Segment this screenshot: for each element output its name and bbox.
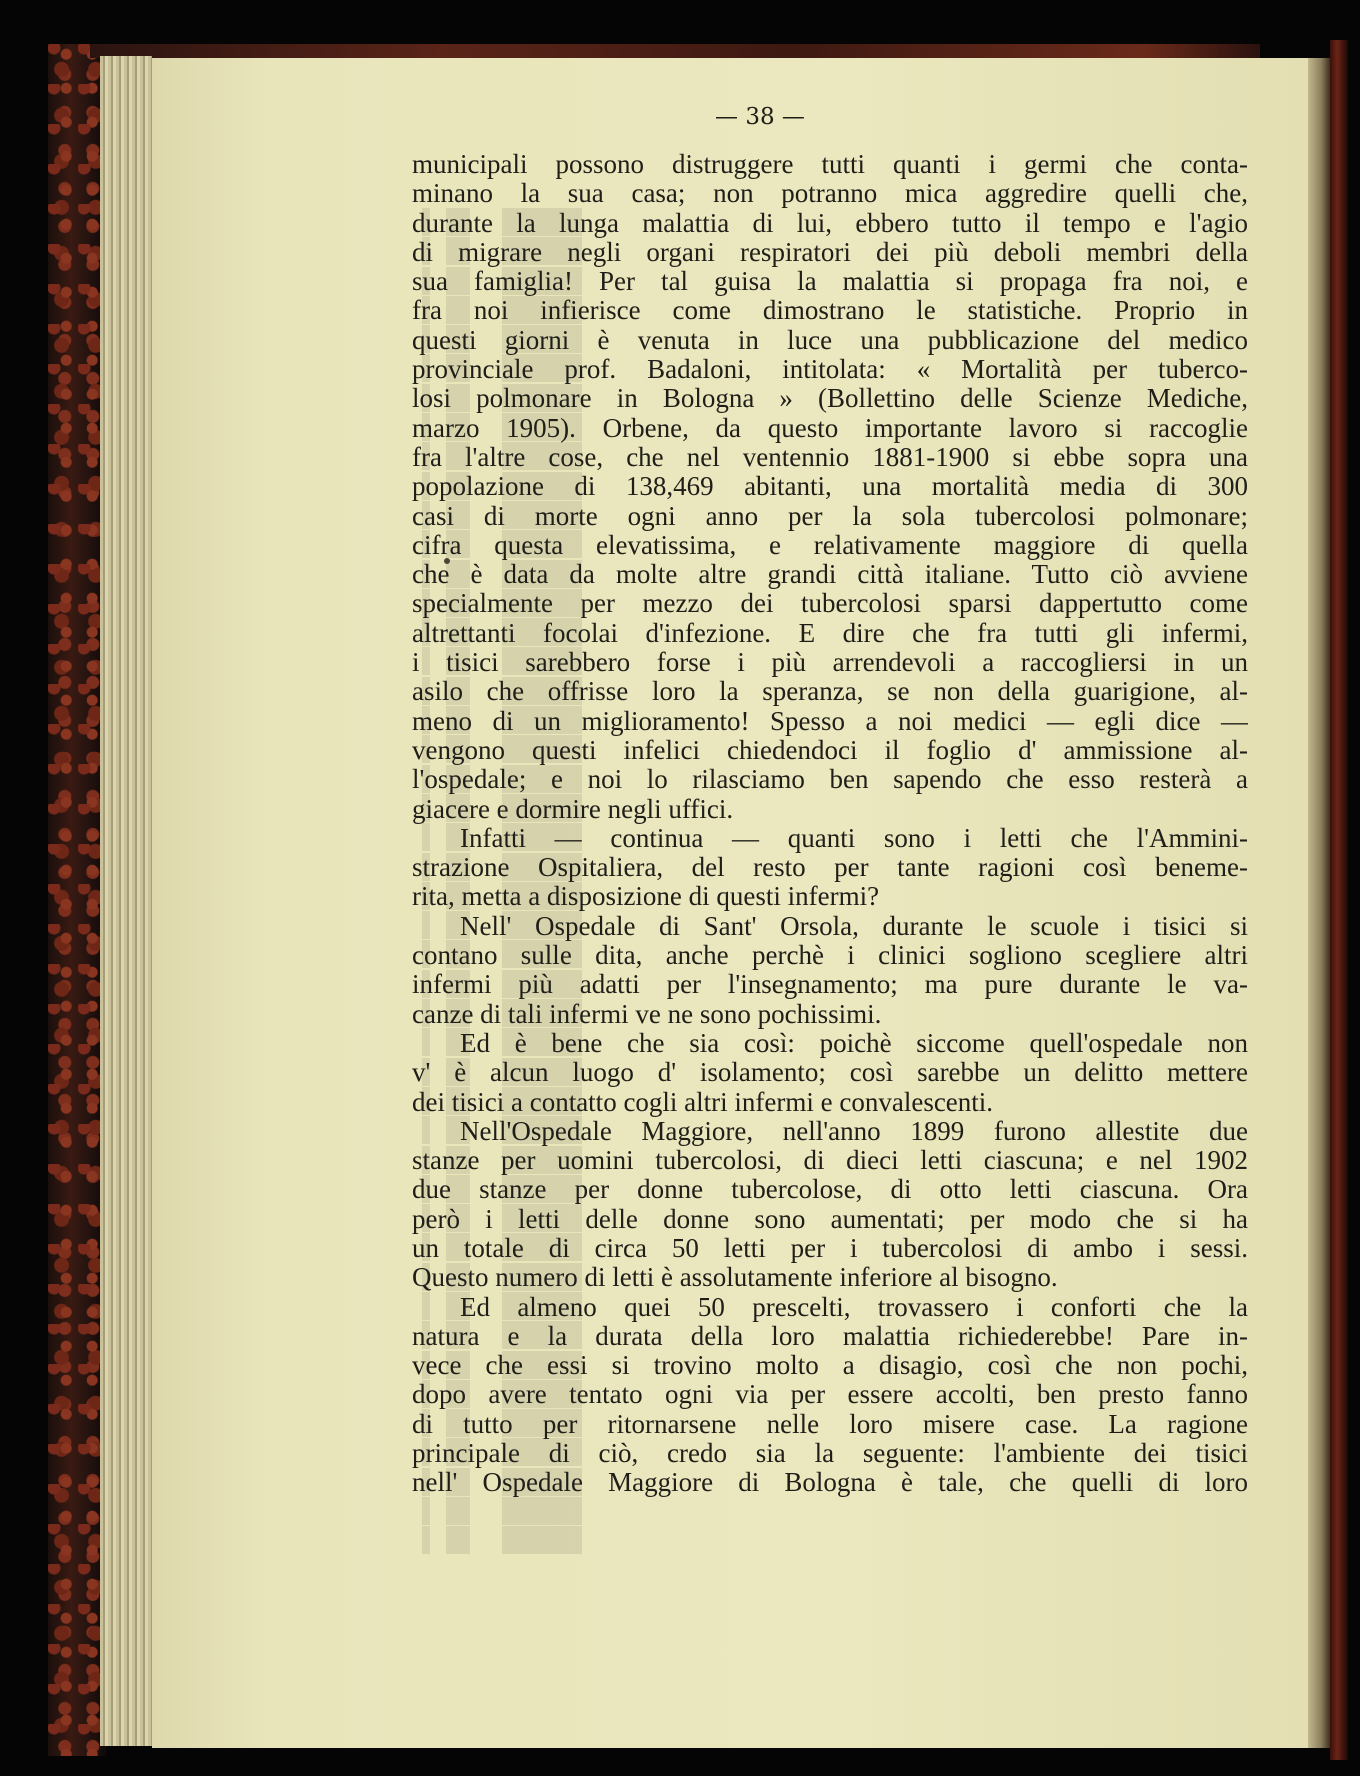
text-line: meno di un miglioramento! Spesso a noi medici — egli dice — <box>412 706 1248 736</box>
text-line: nell' Ospedale Maggiore di Bologna è tale, che quelli di loro <box>412 1468 1248 1498</box>
text-line: di tutto per ritornarsene nelle loro misere case. La ragione <box>412 1409 1248 1439</box>
text-line: cifra questa elevatissima, e relativamente maggiore di quella <box>412 530 1248 560</box>
text-line: che è data da molte altre grandi città italiane. Tutto ciò avviene <box>412 560 1248 590</box>
text-line: contano sulle dita, anche perchè i clinici sogliono scegliere altri <box>412 941 1248 971</box>
text-line: dei tisici a contatto cogli altri infermi e convalescenti. <box>412 1087 994 1117</box>
text-line: l'ospedale; e noi lo rilasciamo ben sapendo che esso resterà a <box>412 765 1248 795</box>
text-line: canze di tali infermi ve ne sono pochissimi. <box>412 999 882 1029</box>
text-line: dopo avere tentato ogni via per essere accolti, ben presto fanno <box>412 1380 1248 1410</box>
text-line: giacere e dormire negli uffici. <box>412 794 734 824</box>
text-line: altrettanti focolai d'infezione. E dire che fra tutti gli infermi, <box>412 618 1248 648</box>
text-line: fra l'altre cose, che nel ventennio 1881-1900 si ebbe sopra una <box>412 442 1248 472</box>
text-line: infermi più adatti per l'insegnamento; ma pure durante le va- <box>412 970 1248 1000</box>
text-line: Nell' Ospedale di Sant' Orsola, durante le scuole i tisici si <box>460 911 1248 941</box>
page-right-edge <box>1308 58 1330 1748</box>
body-text <box>412 150 1248 1498</box>
text-line: popolazione di 138,469 abitanti, una mortalità media di 300 <box>412 472 1248 502</box>
text-line: vengono questi infelici chiedendoci il foglio d' ammissione al- <box>412 735 1248 765</box>
text-line: sua famiglia! Per tal guisa la malattia si propaga fra noi, e <box>412 267 1248 297</box>
text-line: casi di morte ogni anno per la sola tubercolosi polmonare; <box>412 501 1248 531</box>
text-line: Ed almeno quei 50 prescelti, trovassero i conforti che la <box>460 1292 1248 1322</box>
text-line: rita, metta a disposizione di questi infermi? <box>412 882 880 912</box>
text-line: specialmente per mezzo dei tubercolosi sparsi dappertutto come <box>412 589 1248 619</box>
text-line: strazione Ospitaliera, del resto per tante ragioni così beneme- <box>412 853 1248 883</box>
text-line: minano la sua casa; non potranno mica aggredire quelli che, <box>412 179 1248 209</box>
binding-top-edge <box>90 44 1260 58</box>
text-line: vece che essi si trovino molto a disagio, così che non pochi, <box>412 1351 1248 1381</box>
text-line: fra noi infierisce come dimostrano le statistiche. Proprio in <box>412 296 1248 326</box>
text-line: durante la lunga malattia di lui, ebbero tutto il tempo e l'agio <box>412 208 1248 238</box>
binding-right-edge <box>1330 40 1348 1760</box>
page-stack-edges <box>100 56 152 1746</box>
text-line: i tisici sarebbero forse i più arrendevoli a raccogliersi in un <box>412 648 1248 678</box>
text-line: un totale di circa 50 letti per i tubercolosi di ambo i sessi. <box>412 1233 1248 1263</box>
text-line: v' è alcun luogo d' isolamento; così sarebbe un delitto mettere <box>412 1058 1248 1088</box>
text-line: natura e la durata della loro malattia richiederebbe! Pare in- <box>412 1321 1248 1351</box>
text-line: provinciale prof. Badaloni, intitolata: « Mortalità per tuberco- <box>412 355 1248 385</box>
text-line: Ed è bene che sia così: poichè siccome quell'ospedale non <box>460 1028 1248 1058</box>
page-number: — 38 — <box>715 104 805 130</box>
text-line: municipali possono distruggere tutti quanti i germi che conta- <box>412 150 1248 179</box>
text-line: Nell'Ospedale Maggiore, nell'anno 1899 furono allestite due <box>460 1116 1248 1146</box>
text-line: Infatti — continua — quanti sono i letti che l'Ammini- <box>460 823 1248 853</box>
text-line: Questo numero di letti è assolutamente inferiore al bisogno. <box>412 1263 1058 1293</box>
text-line: due stanze per donne tubercolose, di otto letti ciascuna. Ora <box>412 1175 1248 1205</box>
text-line: di migrare negli organi respiratori dei più deboli membri della <box>412 237 1248 267</box>
text-line: stanze per uomini tubercolosi, di dieci letti ciascuna; e nel 1902 <box>412 1146 1248 1176</box>
text-line: marzo 1905). Orbene, da questo importante lavoro si raccoglie <box>412 413 1248 443</box>
text-line: losi polmonare in Bologna » (Bollettino delle Scienze Mediche, <box>412 384 1248 414</box>
text-line: però i letti delle donne sono aumentati; per modo che si ha <box>412 1204 1248 1234</box>
text-line: asilo che offrisse loro la speranza, se non della guarigione, al- <box>412 677 1248 707</box>
text-line: principale di ciò, credo sia la seguente: l'ambiente dei tisici <box>412 1439 1248 1469</box>
marbled-cover <box>48 44 106 1756</box>
text-line: questi giorni è venuta in luce una pubblicazione del medico <box>412 325 1248 355</box>
